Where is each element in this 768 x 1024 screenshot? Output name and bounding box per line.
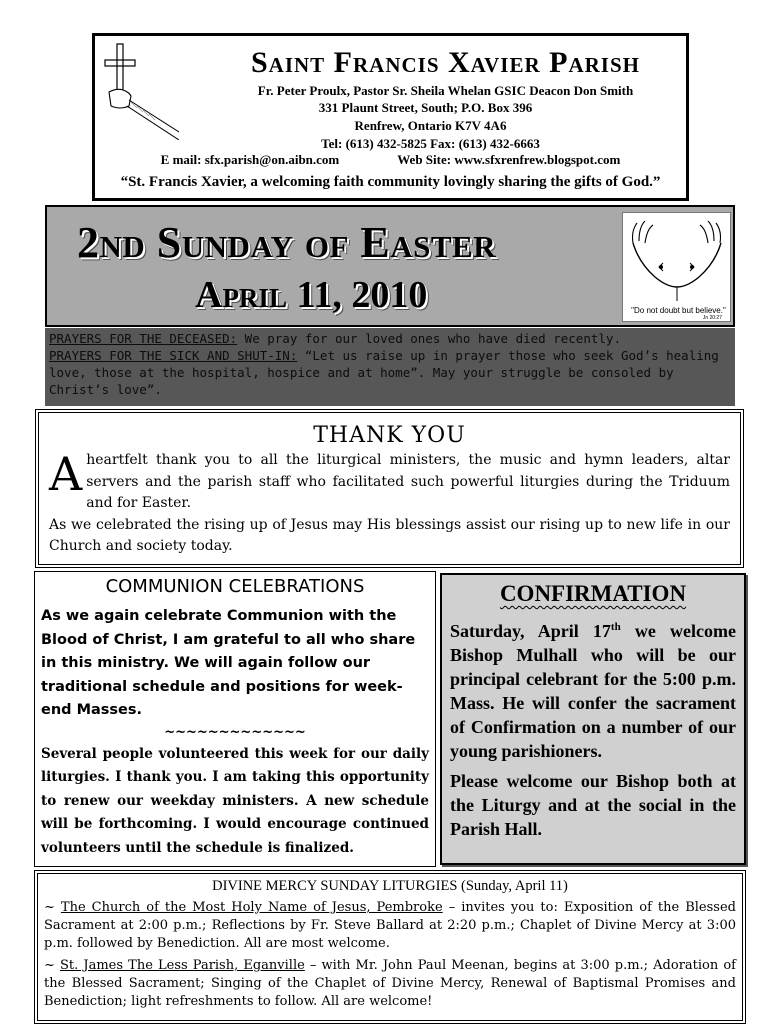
prayers-deceased [49, 330, 731, 347]
open-hands-image [622, 212, 731, 322]
phone-line: Tel: (613) 432-5825 Fax: (613) 432-6663 [321, 136, 540, 151]
city-line: Renfrew, Ontario K7V 4A6 [354, 118, 507, 133]
divine-mercy-item-1 [44, 899, 736, 953]
item1-place: The Church of the Most Holy Name of Jesus, Pembroke [60, 900, 443, 915]
confirmation-date: Saturday, April 17 [450, 621, 611, 641]
divine-mercy-item-2 [44, 957, 736, 1011]
image-reference: Jn 20:27 [702, 315, 722, 321]
address-line: 331 Plaunt Street, South; P.O. Box 396 [318, 100, 533, 115]
item2-place: St. James The Less Parish, Eganville [60, 958, 305, 973]
divine-mercy-title: DIVINE MERCY SUNDAY LITURGIES (Sunday, April 11) [212, 878, 568, 894]
thank-you-para2: As we celebrated the rising up of Jesus may His blessings assist our rising up to new life in our Church and society today. [49, 516, 730, 554]
image-caption: "Do not doubt but believe." [631, 306, 726, 315]
thank-you-box [35, 409, 744, 568]
deceased-label: PRAYERS FOR THE DECEASED: [49, 331, 238, 346]
drop-cap: A [49, 447, 83, 501]
item1-text: – invites you to: Exposition of the Blessed Sacrament at 2:00 p.m.; Reflections by Fr. Steve Ballard at 2:20 p.m.; Chaplet of Divine Mercy at 3:00 p.m. followed by Benediction. All are most welcome. [44, 900, 736, 951]
staff-line: Fr. Peter Proulx, Pastor Sr. Sheila Whelan GSIC Deacon Don Smith [257, 83, 634, 98]
confirmation-para1-text: we welcome Bishop Mulhall who will be our principal celebrant for the 5:00 p.m. Mass. He will confer the sacrament of Confirmation on a number of our young parishioners. [450, 621, 737, 761]
divine-mercy-box [34, 870, 746, 1024]
sick-text: “Let us raise up in prayer those who seek God’s healing love, those at the hospital, hospice and at home”. May your struggle be consoled by Christ’s love”. [49, 348, 719, 397]
confirmation-title: CONFIRMATION [499, 581, 687, 606]
confirmation-para2: Please welcome our Bishop both at the Liturgy and at the social in the Parish Hall. [450, 771, 736, 839]
website-text: Web Site: www.sfxrenfrew.blogspot.com [397, 152, 621, 167]
communion-separator: ~~~~~~~~~~~~~ [164, 724, 306, 740]
parish-motto: “St. Francis Xavier, a welcoming faith community lovingly sharing the gifts of God.” [120, 174, 661, 190]
title-banner [45, 205, 735, 327]
confirmation-box [440, 573, 746, 865]
parish-header [92, 33, 689, 201]
thank-you-para1: heartfelt thank you to all the liturgical ministers, the music and hymn leaders, altar servers and the parish staff who facilitated such powerful liturgies during the Triduum and for Easter. [86, 452, 730, 511]
parish-name: Saint Francis Xavier Parish [250, 46, 640, 79]
confirmation-para1 [450, 615, 736, 763]
deceased-text: We pray for our loved ones who have died recently. [237, 331, 621, 346]
communion-para2: Several people volunteered this week for our daily liturgies. I thank you. I am taking this opportunity to renew our weekday ministers. A new schedule will be forthcoming. I would encourage continued volunteers until the schedule is finalized. [41, 745, 429, 856]
communion-box [34, 571, 436, 867]
communion-para1: As we again celebrate Communion with the Blood of Christ, I am grateful to all who share in this ministry. We will again follow our traditional schedule and positions for week-end Masses. [41, 608, 416, 718]
email-text: E mail: sfx.parish@on.aibn.com [160, 152, 340, 167]
date-title: April 11, 2010 [195, 274, 428, 316]
open-hands-icon [623, 213, 730, 303]
prayers-section [45, 328, 735, 406]
communion-title: COMMUNION CELEBRATIONS [105, 576, 365, 597]
confirmation-date-suffix: th [610, 621, 621, 633]
item2-prefix: ~ [44, 958, 61, 973]
sunday-title: 2nd Sunday of Easter [77, 218, 497, 267]
contact-line [95, 152, 686, 168]
thank-you-title: THANK YOU [313, 423, 466, 448]
item1-prefix: ~ [44, 900, 61, 915]
sick-label: PRAYERS FOR THE SICK AND SHUT-IN: [49, 348, 298, 363]
item2-text: – with Mr. John Paul Meenan, begins at 3:00 p.m.; Adoration of the Blessed Sacrament; Singing of the Chaplet of Divine Mercy, Renewal of Baptismal Promises and Benediction; light refreshments to follow. All are welcome! [44, 958, 736, 1009]
thank-you-body [49, 447, 730, 558]
prayers-sick [49, 347, 731, 398]
